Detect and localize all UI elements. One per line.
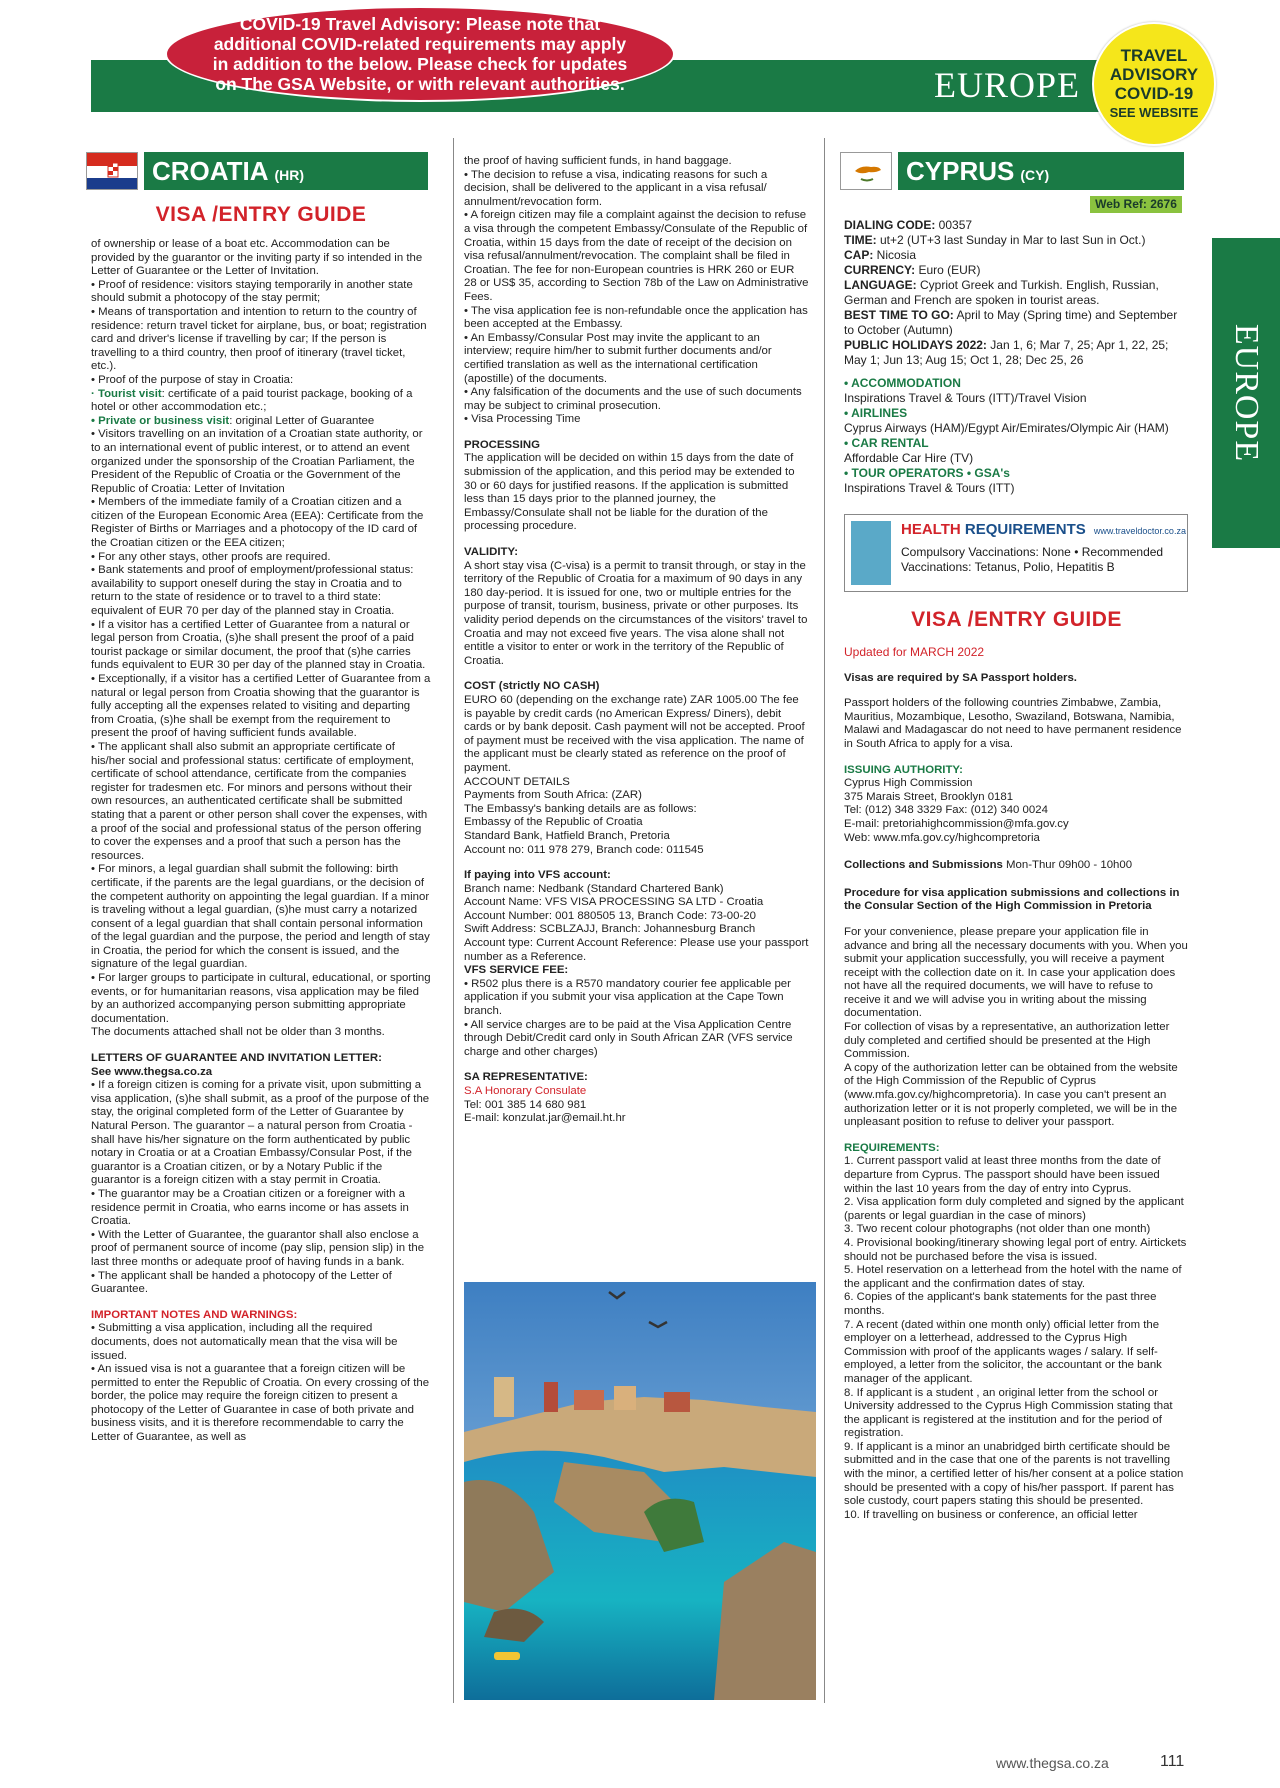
rep-email[interactable]: E-mail: konzulat.jar@email.ht.hr: [464, 1112, 626, 1125]
croatia-flag-icon: [86, 152, 138, 190]
paragraph: • The applicant shall also submit an appropriate certificate of his/her social and professional status: certificate of employment, certificate of school attendance, certificate from the companies register for tradesmen etc. For minors and persons without their own resources, an authenticated certificate shall be submitted stating that a parent or other person shall cover the expenses, with a proof of the social and professional status of the person offering to cover the expenses and a proof that such a person has the resources.: [91, 740, 428, 862]
fact-row: [844, 308, 1189, 338]
fact-label: DIALING CODE:: [844, 218, 936, 232]
travel-doctor-logo-icon: [851, 521, 891, 585]
private-visit-text: : original Letter of Guarantee: [229, 414, 375, 427]
country-name: CYPRUS: [906, 155, 1015, 186]
paragraph: the proof of having sufficient funds, in hand baggage.: [464, 155, 732, 167]
paragraph: • An issued visa is not a guarantee that a foreign citizen will be permitted to enter the Republic of Croatia. On every crossing of the border, the police may require the foreign citizen to present a photocopy of the Letter of Guarantee in case of both private and business visits, and it is therefore recommendable to carry the Letter of Guarantee, as well as: [91, 1363, 430, 1444]
paragraph: Embassy of the Republic of Croatia: [464, 816, 643, 829]
rep-tel: Tel: 001 385 14 680 981: [464, 1098, 587, 1111]
fact-value: April to May (Spring time) and September to October (Autumn): [844, 308, 1178, 337]
service-value: Cyprus Airways (HAM)/Egypt Air/Emirates/Olympic Air (HAM): [844, 421, 1169, 435]
paragraph: • The applicant shall be handed a photocopy of the Letter of Guarantee.: [91, 1269, 392, 1296]
health-title-a: HEALTH: [901, 521, 961, 538]
country-code: (HR): [274, 167, 305, 183]
footer-url-link[interactable]: www.thegsa.co.za: [996, 1755, 1109, 1771]
fact-value: 00357: [935, 218, 973, 232]
paragraph: • If a foreign citizen is coming for a private visit, upon submitting a visa application, (s)he shall submit, as a proof of the purpose of the stay, the original completed form of the Letter of Guarantee by Natural Person. The guarantor – a natural person from Croatia - shall have his/her signature on the form authenticated by public notary in Croatia or at a Croatian Embassy/Consular Post, if the guarantor is a Croatian citizen, or by a Notary Public if the guarantor is a foreign citizen with a stay permit in Croatia.: [91, 1079, 430, 1187]
paragraph: • Bank statements and proof of employment/professional status: availability to support oneself during the stay in Croatia and to return to the state of residence or to travel to a third state: equivalent of EUR 70 per day of the planned stay in Croatia.: [91, 564, 414, 618]
paragraph: The documents attached shall not be older than 3 months.: [91, 1026, 385, 1039]
paragraph: Swift Address: SCBLZAJJ, Branch: Johannesburg Branch: [464, 923, 756, 936]
advisory-line: TRAVEL: [1120, 46, 1188, 65]
health-title: [901, 521, 1186, 538]
country-code: (CY): [1020, 167, 1050, 183]
health-requirements-box: [844, 514, 1188, 592]
paragraph: • If a visitor has a certified Letter of Guarantee from a natural or legal person from Croatia, (s)he shall present the proof of a paid tourist package or similar document, the proof that (s)he carries funds equivalent to EUR 30 per day of the planned stay in Croatia.: [91, 618, 426, 672]
advisory-line: SEE WEBSITE: [1109, 105, 1199, 120]
fact-value: Euro (EUR): [915, 263, 981, 277]
paragraph: • A foreign citizen may file a complaint against the decision to refuse a visa through the competent Embassy/Consulate of the Republic of Croatia, within 15 days from the date of receipt of the decision on visa refusal/annulment/revocation. The complaint shall be filed in Croatian. The fee for non-European countries is HRK 260 or EUR 28 or US$ 35, according to Section 78b of the Law on Administrative Fees.: [464, 209, 809, 303]
paragraph: Cyprus High Commission: [844, 777, 973, 790]
email-link[interactable]: E-mail: pretoriahighcommission@mfa.gov.cy: [844, 817, 1069, 830]
paragraph: • Exceptionally, if a visitor has a certified Letter of Guarantee from a natural or legal person from Croatia showing that the guarantor is fully accepting all the expenses related to visiting and departing from Croatia, (s)he shall be exempt from the requirement to present the proof of having sufficient funds available.: [91, 673, 431, 740]
europe-side-tab: [1212, 238, 1280, 548]
croatia-column-1: [91, 238, 431, 1445]
health-url-link[interactable]: www.traveldoctor.co.za: [1093, 526, 1186, 536]
paragraph: The Embassy's banking details are as follows:: [464, 802, 697, 815]
fact-value: ut+2 (UT+3 last Sunday in Mar to last Sun in Oct.): [876, 233, 1146, 247]
croatia-visa-title: VISA /ENTRY GUIDE: [155, 203, 367, 226]
requirement-item: 8. If applicant is a student , an original letter from the school or University addressed to the Cyprus High Commission stating that the applicant is registered at the institution and for the period of registration.: [844, 1386, 1173, 1440]
service-label: • AIRLINES: [844, 406, 908, 420]
fact-value: Cypriot Greek and Turkish. English, Russian, German and French are spoken in tourist areas.: [844, 278, 1159, 307]
fact-row: [844, 218, 1189, 233]
health-text: Compulsory Vaccinations: None • Recommended Vaccinations: Tetanus, Polio, Hepatitis B: [901, 545, 1164, 574]
paragraph: • The decision to refuse a visa, indicating reasons for such a decision, shall be delivered to the applicant in a visa refusal/ annulment/revocation form.: [464, 168, 768, 208]
croatia-title-bar: [144, 152, 428, 190]
requirement-item: 4. Provisional booking/itinerary showing legal port of entry. Airtickets should not be purchased before the visa is issued.: [844, 1236, 1187, 1263]
paragraph: [91, 388, 431, 415]
paragraph: • For any other stays, other proofs are required.: [91, 550, 331, 563]
fact-row: [844, 233, 1189, 248]
paragraph: Standard Bank, Hatfield Branch, Pretoria: [464, 829, 670, 842]
paragraph: • Proof of the purpose of stay in Croatia:: [91, 373, 294, 386]
requirement-item: 7. A recent (dated within one month only) official letter from the employer on a letterhead, addressed to the Cyprus High Commission with proof of the applicants wages / salary. If self-employed, a letter from the solicitor, the accountant or the bank manager of the applicant.: [844, 1318, 1162, 1385]
service-value: Inspirations Travel & Tours (ITT)/Travel Vision: [844, 391, 1087, 405]
requirement-item: 1. Current passport valid at least three months from the date of departure from Cyprus. The passport should have been issued within the last 10 years from the day of entry into Cyprus.: [844, 1155, 1161, 1195]
paragraph: 375 Marais Street, Brooklyn 0181: [844, 790, 1014, 803]
paragraph: • The visa application fee is non-refundable once the application has been accepted at the Embassy.: [464, 304, 808, 331]
advisory-line: ADVISORY: [1109, 65, 1199, 84]
paragraph: A short stay visa (C-visa) is a permit to transit through, or stay in the territory of the Republic of Croatia for a maximum of 90 days in any 180 day-period. It is issued for one, two or multiple entries for the purpose of transit, tourism, business, private or other purposes. Its validity period depends on the circumstances of the visitors' travel to Croatia and may not exceed five years. The visa alone shall not entitle a visitor to enter or work in the territory of the Republic of Croatia.: [464, 559, 808, 667]
rep-name: S.A Honorary Consulate: [464, 1085, 587, 1097]
fact-row: [844, 263, 1189, 278]
paragraph: Payments from South Africa: (ZAR): [464, 789, 642, 802]
column-divider: [453, 138, 454, 1703]
paragraph: • Submitting a visa application, including all the required documents, does not automatically mean that the visa will be issued.: [91, 1322, 398, 1362]
letters-see-link[interactable]: See www.thegsa.co.za: [91, 1065, 213, 1078]
paragraph: • Visitors travelling on an invitation of a Croatian state authority, or to an international event of public interest, or to attend an event organized under the sponsorship of the Croatian Parliament, the President of the Republic of Croatia or the Government of the Republic of Croatia: Letter of Invitation: [91, 428, 423, 495]
paragraph: • Means of transportation and intention to return to the country of residence: return travel ticket for airplane, bus, or boat; registration card and driver's license if travelling by car; If the person is travelling to a third country, then proof of itinerary (travel ticket, etc.).: [91, 305, 427, 373]
tourist-visit-text: : certificate of a paid tourist package, booking of a hotel or other accommodation etc.;: [91, 387, 413, 414]
vfs-fee-heading: VFS SERVICE FEE:: [464, 964, 569, 977]
web-link[interactable]: Web: www.mfa.gov.cy/highcompretoria: [844, 831, 1040, 844]
paragraph: The application will be decided on within 15 days from the date of submission of the application, and this period may be extended to 30 or 60 days for justified reasons. If the application is submitted less than 15 days prior to the planned journey, the Embassy/Consulate shall not be liable for the duration of the processing procedure.: [464, 452, 795, 533]
paragraph: • R502 plus there is a R570 mandatory courier fee applicable per application if you submit your visa application at the Cape Town branch.: [464, 977, 791, 1018]
fact-label: CAP:: [844, 248, 874, 262]
paragraph: • For minors, a legal guardian shall submit the following: birth certificate, if the parents are the legal guardians, or the decision of the competent authority on appointing the legal guardian. If a minor is traveling without a legal guardian, (s)he must carry a notarized consent of a legal guardian that shall contain personal information of the legal guardian and the purpose, the period and length of stay in Croatia, the period for which the consent is issued, and the signature of the legal guardian.: [91, 863, 430, 971]
paragraph: Tel: (012) 348 3329 Fax: (012) 340 0024: [844, 804, 1048, 817]
paragraph: Passport holders of the following countries Zimbabwe, Zambia, Mauritius, Mozambique, Lesotho, Swaziland, Botswana, Namibia, Malawi and Madagascar do not need to have permanent residence in South Africa to apply for a visa.: [844, 697, 1182, 750]
service-value: Inspirations Travel & Tours (ITT): [844, 481, 1015, 495]
paragraph: • For larger groups to participate in cultural, educational, or sporting events, or for humanitarian reasons, visa application may be filed by an authorized accompanying person submitting appropriate documentation.: [91, 972, 431, 1025]
cyprus-visa-guide: [844, 646, 1189, 1522]
paragraph: A copy of the authorization letter can be obtained from the website of the High Commission of the Republic of Cyprus (www.mfa.gov.cy/highcompretoria). In case you can't present an authorization letter or it is not properly completed, we will be in the unpleasant position to refuse to deliver your passport.: [844, 1061, 1178, 1129]
paragraph: • The guarantor may be a Croatian citizen or a foreigner with a residence permit in Croatia, who earns income or has assets in Croatia.: [91, 1187, 409, 1228]
collections-label: Collections and Submissions: [844, 859, 1003, 872]
paragraph: Account no: 011 978 279, Branch code: 011545: [464, 843, 704, 856]
requirement-item: 6. Copies of the applicant's bank statements for the past three months.: [844, 1291, 1157, 1317]
paragraph: [91, 415, 431, 429]
fact-label: TIME:: [844, 233, 877, 247]
paragraph: • Visa Processing Time: [464, 413, 581, 426]
paragraph: Account type: Current Account Reference: Please use your passport number as a Reference.: [464, 937, 809, 963]
paragraph: Branch name: Nedbank (Standard Chartered Bank): [464, 882, 724, 895]
cyprus-title-bar: [898, 152, 1184, 190]
paragraph: • Members of the immediate family of a Croatian citizen and a citizen of the European Economic Area (EEA): Certificate from the Register of Births or Marriages and a photocopy of the ID card of the Croatian citizen or the EEA citizen;: [91, 496, 424, 550]
procedure-heading: Procedure for visa application submissions and collections in the Consular Section of the High Commission in Pretoria: [844, 886, 1180, 913]
fact-label: LANGUAGE:: [844, 278, 917, 292]
page-number: 111: [1160, 1753, 1185, 1770]
requirement-item: 5. Hotel reservation on a letterhead from the hotel with the name of the applicant and the confirmation dates of stay.: [844, 1264, 1182, 1290]
processing-heading: PROCESSING: [464, 438, 540, 451]
requirement-item: 2. Visa application form duly completed and signed by the applicant (parents or legal guardian in the case of minors): [844, 1196, 1184, 1222]
paragraph: of ownership or lease of a boat etc. Accommodation can be provided by the guarantor or the inviting party if so intended in the Letter of Guarantee or the Letter of Invitation.: [91, 238, 423, 278]
fact-label: CURRENCY:: [844, 263, 916, 277]
health-title-b: REQUIREMENTS: [964, 521, 1086, 538]
requirement-item: 9. If applicant is a minor an unabridged birth certificate should be submitted and in the case that one of the parents is not travelling with the minor, a certified letter of his/her consent at a police station should be presented with a copy of his/her passport. If parent has sole custody, court papers stating this should be presented.: [844, 1440, 1184, 1508]
fact-label: BEST TIME TO GO:: [844, 308, 954, 322]
paragraph: • With the Letter of Guarantee, the guarantor shall also enclose a proof of permanent source of income (pay slip, pension slip) in the last three months or adequate proof of having funds in a bank.: [91, 1228, 425, 1268]
private-visit-label: • Private or business visit: [91, 414, 230, 427]
fact-row: [844, 278, 1189, 308]
validity-heading: VALIDITY:: [464, 546, 518, 559]
rep-heading: SA REPRESENTATIVE:: [464, 1071, 588, 1084]
requirements-heading: REQUIREMENTS:: [844, 1141, 940, 1154]
fact-value: Nicosia: [873, 248, 917, 262]
service-value: Affordable Car Hire (TV): [844, 451, 974, 465]
paragraph: • Proof of residence: visitors staying temporarily in another state should submit a photocopy of the stay permit;: [91, 278, 413, 305]
fact-label: PUBLIC HOLIDAYS 2022:: [844, 338, 987, 352]
paragraph: • Any falsification of the documents and the use of such documents may be subject to criminal prosecution.: [464, 386, 802, 412]
cost-heading: COST (strictly NO CASH): [464, 680, 600, 693]
web-ref-badge[interactable]: Web Ref: 2676: [1090, 196, 1182, 213]
service-label: • TOUR OPERATORS • GSA's: [844, 466, 1010, 480]
letters-heading: LETTERS OF GUARANTEE AND INVITATION LETTER:: [91, 1052, 382, 1065]
issuing-heading: ISSUING AUTHORITY:: [844, 763, 963, 776]
requirement-item: 10. If travelling on business or conference, an official letter: [844, 1508, 1138, 1521]
cyprus-facts: [844, 218, 1189, 496]
updated-note: Updated for MARCH 2022: [844, 645, 985, 659]
tourist-visit-label: · Tourist visit: [91, 387, 162, 400]
requirement-item: 3. Two recent colour photographs (not older than one month): [844, 1223, 1151, 1236]
croatia-coast-photo: [464, 1282, 816, 1700]
vfs-heading: If paying into VFS account:: [464, 869, 611, 882]
service-label: • CAR RENTAL: [844, 436, 929, 450]
fact-row: [844, 338, 1189, 368]
croatia-column-2: [464, 155, 809, 1126]
paragraph: For your convenience, please prepare your application file in advance and bring all the necessary documents with you. When you submit your application successfully, you will receive a payment receipt with the collection date on it. In case your application does not have all the required documents, we will have to refuse to receive it and we will advise you in writing about the missing documentation.: [844, 925, 1188, 1020]
travel-advisory-badge[interactable]: [1092, 22, 1216, 146]
paragraph: For collection of visas by a representative, an authorization letter duly completed and certified should be presented at the High Commission.: [844, 1021, 1170, 1061]
region-title: EUROPE: [933, 65, 1080, 105]
cyprus-flag-icon: [840, 152, 892, 190]
paragraph: • An Embassy/Consular Post may invite the applicant to an interview; require him/her to submit further documents and/or certified translation as well as the international certification (apostille) of the documents.: [464, 331, 772, 385]
collections-time: Mon-Thur 09h00 - 10h00: [1002, 859, 1133, 872]
account-heading: ACCOUNT DETAILS: [464, 775, 570, 788]
cyprus-visa-title: VISA /ENTRY GUIDE: [911, 608, 1122, 631]
column-divider: [824, 138, 825, 1703]
advisory-line: COVID-19: [1114, 84, 1194, 103]
paragraph: EURO 60 (depending on the exchange rate) ZAR 1005.00 The fee is payable by credit cards (no American Express/ Diners), debit cards or by bank deposit. Cash payment will not be accepted. Proof of payment must be received with the visa application. The name of the applicant must be clearly stated as reference on the proof of payment.: [464, 693, 805, 774]
paragraph: Account Name: VFS VISA PROCESSING SA LTD - Croatia: [464, 896, 764, 909]
fact-value: Jan 1, 6; Mar 7, 25; Apr 1, 22, 25; May 1; Jun 13; Aug 15; Oct 1, 28; Dec 25, 26: [844, 338, 1169, 367]
covid-notice: COVID-19 Travel Advisory: Please note that additional COVID-related requirements may apply in addition to the below. Please check for updates on The GSA Website, or with relevant authorities.: [165, 6, 675, 102]
notes-heading: IMPORTANT NOTES AND WARNINGS:: [91, 1308, 298, 1321]
visas-required: Visas are required by SA Passport holders.: [844, 671, 1077, 684]
service-label: • ACCOMMODATION: [844, 376, 961, 390]
paragraph: • All service charges are to be paid at the Visa Application Centre through Debit/Credit card only in South African ZAR (VFS service charge and other charges): [464, 1018, 793, 1058]
paragraph: Account Number: 001 880505 13, Branch Code: 73-00-20: [464, 909, 756, 922]
side-tab-label: EUROPE: [1228, 323, 1265, 463]
country-name: CROATIA: [152, 155, 269, 186]
fact-row: [844, 248, 1189, 263]
